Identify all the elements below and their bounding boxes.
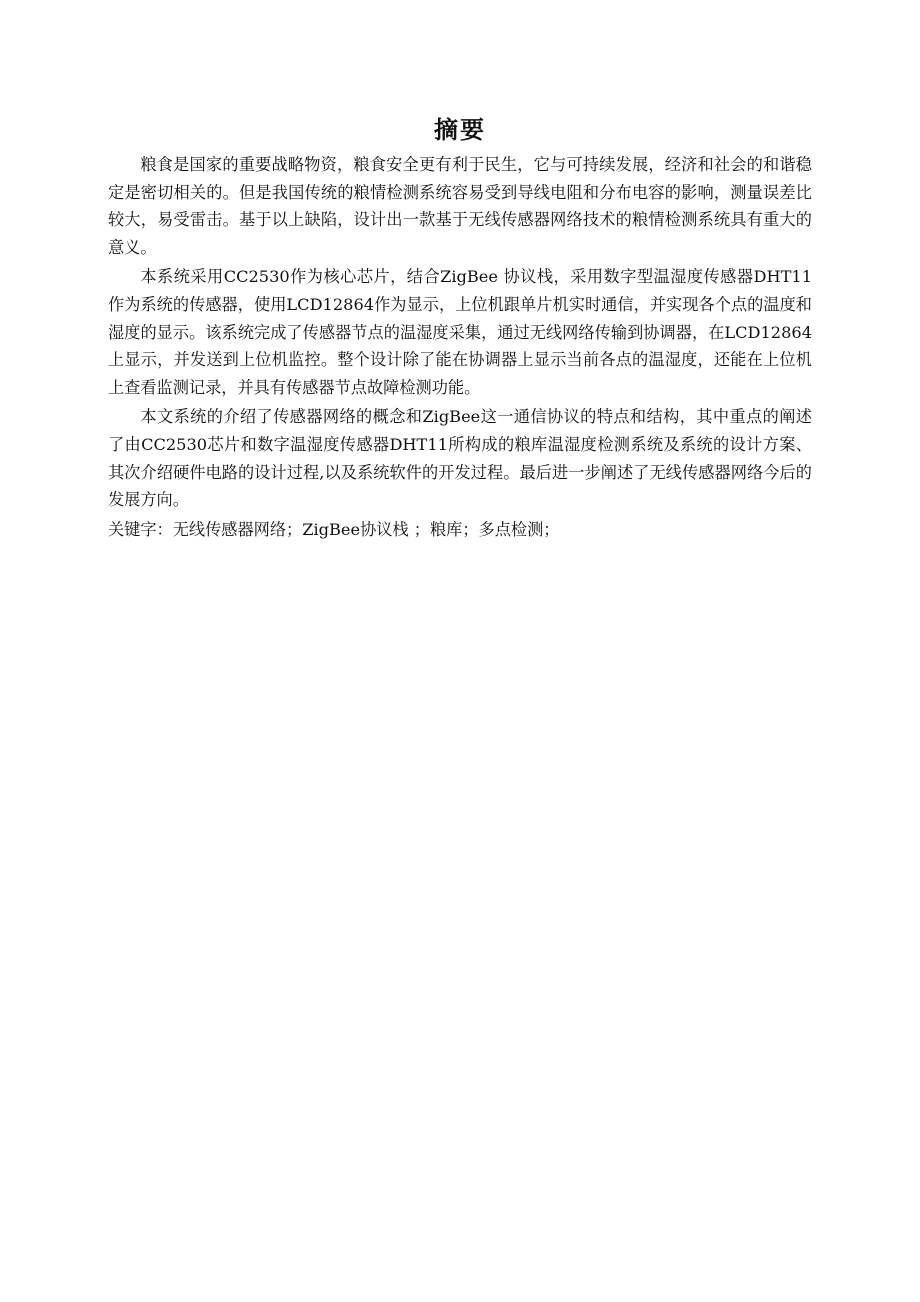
abstract-title: 摘要 [434, 116, 486, 144]
abstract-paragraph-1: 粮食是国家的重要战略物资，粮食安全更有利于民生，它与可持续发展，经济和社会的和谐稳定是密切相关的。但是我国传统的粮情检测系统容易受到导线电阻和分布电容的影响，测量误差比较大，易受雷击。基于以上缺陷，设计出一款基于无线传感器网络技术的粮情检测系统具有重大的意义。 [108, 155, 812, 257]
keywords-line: 关键字：无线传感器网络；ZigBee协议栈 ；粮库；多点检测； [108, 519, 560, 539]
abstract-section [108, 112, 812, 543]
abstract-paragraph-2: 本系统采用CC2530作为核心芯片，结合ZigBee 协议栈，采用数字型温湿度传感器DHT11作为系统的传感器，使用LCD12864作为显示，上位机跟单片机实时通信，并实现各个点的温度和湿度的显示。该系统完成了传感器节点的温湿度采集，通过无线网络传输到协调器，在LCD12864上显示，并发送到上位机监控。整个设计除了能在协调器上显示当前各点的温湿度，还能在上位机上查看监测记录，并具有传感器节点故障检测功能。 [108, 267, 812, 397]
abstract-paragraph-3: 本文系统的介绍了传感器网络的概念和ZigBee这一通信协议的特点和结构，其中重点的阐述了由CC2530芯片和数字温湿度传感器DHT11所构成的粮库温湿度检测系统及系统的设计方案、其次介绍硬件电路的设计过程,以及系统软件的开发过程。最后进一步阐述了无线传感器网络今后的发展方向。 [108, 407, 812, 510]
